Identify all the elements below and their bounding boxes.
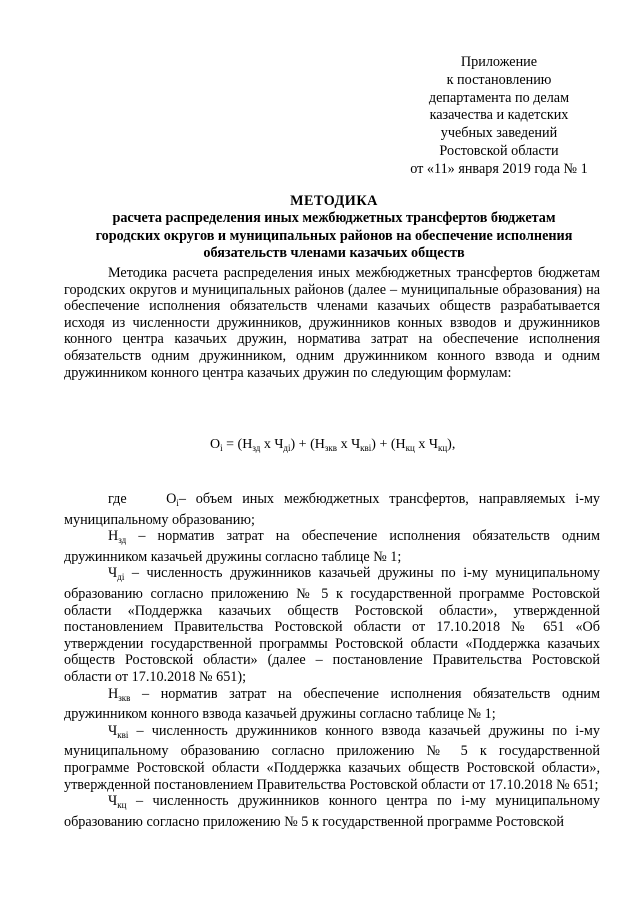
definition-symbol: Н <box>108 528 119 545</box>
formula-symbol: Н <box>314 437 325 452</box>
definition-item <box>64 565 600 685</box>
definition-text: – численность дружинников казачьей дружины по i-му муниципальному образованию согласно приложению № 5 к государственной программе Ростовской области «Поддержка казачьих обществ Ростовской области», утвержденной постановлением Правительства Ростовской области от 17.10.2018 № 651 «Об утверждении государственной программы Ростовской области «Поддержка казачьих обществ Ростовской области» (далее – постановление Правительства Ростовской области от 17.10.2018 № 651); <box>64 565 600 685</box>
title-subline: расчета распределения иных межбюджетных трансфертов бюджетам <box>112 210 556 227</box>
formula-subscript: зд <box>252 443 261 453</box>
formula <box>210 437 455 457</box>
definition-symbol: Ч <box>108 793 118 810</box>
definition-symbol: Ч <box>108 722 118 739</box>
definition-item <box>64 793 600 830</box>
appendix-line: казачества и кадетских <box>429 107 569 124</box>
definition-text: – численность дружинников конного взвода казачьей дружины по i-му муниципальному образованию согласно приложению № 5 к государственной программе Ростовской области «Поддержка казачьих обществ Ростовской области», утвержденной постановлением Правительства Ростовской области от 17.10.2018 № 651; <box>64 722 600 793</box>
formula-operator: x <box>260 437 275 452</box>
definition-symbol: O <box>166 491 177 507</box>
definition-subscript: дi <box>117 572 125 583</box>
intro-paragraph: Методика расчета распределения иных межбюджетных трансфертов бюджетам городских округов и муниципальных районов (далее – муниципальные образования) на обеспечение исполнения обязательств членами казачьих обществ разрабатывается исходя из численности дружинников, дружинников конных взводов и дружинников конного центра казачьих дружин, норматива затрат на обеспечение исполнения обязательств одним дружинником, одним дружинником конного взвода и одним дружинником конного центра казачьих дружин по следующим формулам: <box>64 265 600 381</box>
formula-subscript: квi <box>360 443 372 453</box>
definition-symbol: Н <box>108 685 119 702</box>
definition-item <box>64 686 600 723</box>
formula-operator: ) + ( <box>371 437 396 452</box>
definition-text: – норматив затрат на обеспечение исполнения обязательств одним дружинником казачьей дружины согласно таблице № 1; <box>64 528 600 565</box>
appendix-line: Приложение <box>460 54 538 70</box>
formula-subscript: дi <box>283 443 291 453</box>
definition-subscript: зд <box>118 535 127 546</box>
title-subline: городских округов и муниципальных районов на обеспечение исполнения <box>95 227 573 244</box>
title-subline: обязательств членами казачьих обществ <box>203 245 465 262</box>
definition-item <box>64 723 600 793</box>
appendix-line: от «11» января 2019 года № 1 <box>410 160 588 177</box>
formula-symbol: O <box>210 437 221 452</box>
appendix-header <box>384 54 614 179</box>
appendix-line: департамента по делам <box>428 89 570 106</box>
appendix-line: учебных заведений <box>440 125 558 142</box>
formula-operator: = ( <box>222 437 243 452</box>
appendix-line: Ростовской области <box>439 142 559 159</box>
formula-symbol: Ч <box>274 437 284 452</box>
formula-subscript: кц <box>437 443 448 453</box>
formula-symbol: Н <box>242 437 253 452</box>
intro-section <box>64 265 600 381</box>
definition-text: – объем иных межбюджетных трансфертов, направляемых i-му муниципальному образованию; <box>64 491 601 528</box>
definition-lead: где <box>108 491 127 507</box>
formula-operator: x <box>414 437 429 452</box>
definition-subscript: зкв <box>118 692 131 703</box>
formula-operator: ) + ( <box>290 437 315 452</box>
formula-symbol: Ч <box>428 437 438 452</box>
appendix-line: к постановлению <box>446 71 552 88</box>
definition-text: – норматив затрат на обеспечение исполнения обязательств одним дружинником конного взвода казачьей дружины согласно таблице № 1; <box>64 685 601 723</box>
formula-subscript: i <box>220 443 223 453</box>
document-title <box>64 193 604 263</box>
definition-subscript: квi <box>117 729 129 740</box>
definition-item <box>64 528 600 565</box>
definitions-section <box>64 491 600 830</box>
formula-symbol: Н <box>395 437 406 452</box>
title-main: МЕТОДИКА <box>290 193 378 209</box>
definition-text: – численность дружинников конного центра по i-му муниципальному образованию согласно приложению № 5 к государственной программе Ростовской <box>64 793 600 830</box>
definition-subscript: кц <box>117 800 127 811</box>
formula-symbol: Ч <box>351 437 361 452</box>
formula-subscript: кц <box>405 443 415 453</box>
definition-symbol: Ч <box>108 565 118 582</box>
definition-item <box>64 491 600 528</box>
formula-subscript: зкв <box>324 443 338 453</box>
formula-operator: ), <box>447 437 456 452</box>
definition-subscript: i <box>176 498 179 508</box>
formula-operator: x <box>337 437 352 452</box>
